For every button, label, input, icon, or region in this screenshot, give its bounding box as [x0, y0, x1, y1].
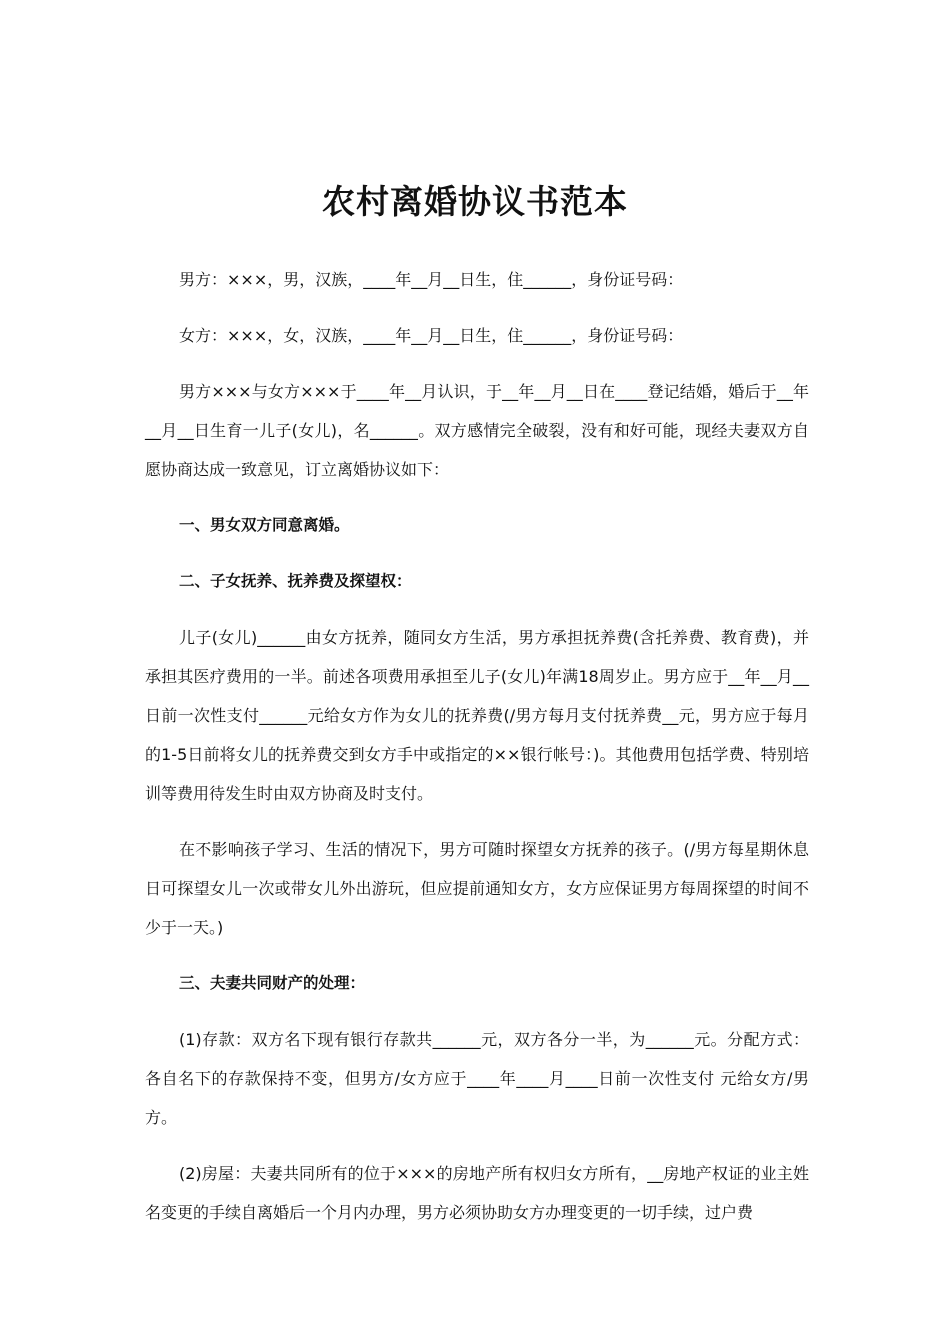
section-heading-joint-property: 三、夫妻共同财产的处理：: [179, 974, 366, 992]
paragraph-background: 男方×××与女方×××于____年__月认识，于__年__月__日在____登记结婚，婚后于__年__月__日生育一儿子(女儿)，名______。双方感情完全破裂，没有和好可能，现经夫妻双方自愿协商达成一致意见，订立离婚协议如下：: [145, 382, 809, 479]
paragraph-visitation: 在不影响孩子学习、生活的情况下，男方可随时探望女方抚养的孩子。(/男方每星期休息日可探望女儿一次或带女儿外出游玩，但应提前通知女方，女方应保证男方每周探望的时间不少于一天。): [145, 840, 809, 937]
paragraph-male-party: 男方：×××，男，汉族，____年__月__日生，住______，身份证号码：: [179, 270, 684, 289]
section-heading-agree-divorce: 一、男女双方同意离婚。: [179, 516, 350, 534]
section-heading-child-custody: 二、子女抚养、抚养费及探望权：: [179, 572, 412, 590]
document-title: 农村离婚协议书范本: [322, 182, 628, 221]
paragraph-child-support: 儿子(女儿)______由女方抚养，随同女方生活，男方承担抚养费(含托养费、教育费)，并承担其医疗费用的一半。前述各项费用承担至儿子(女儿)年满18周岁止。男方应于__年__月__日前一次性支付______元给女方作为女儿的抚养费(/男方每月支付抚养费__元，男方应于每月的1-5日前将女儿的抚养费交到女方手中或指定的××银行帐号：)。其他费用包括学费、特别培训等费用待发生时由双方协商及时支付。: [145, 628, 809, 803]
document-body: [145, 260, 809, 1249]
paragraph-deposits: (1)存款：双方名下现有银行存款共______元，双方各分一半，为______元。分配方式：各自名下的存款保持不变，但男方/女方应于____年____月____日前一次性支付 元给女方/男方。: [145, 1030, 809, 1127]
paragraph-house: (2)房屋：夫妻共同所有的位于×××的房地产所有权归女方所有，__房地产权证的业主姓名变更的手续自离婚后一个月内办理，男方必须协助女方办理变更的一切手续，过户费: [145, 1164, 809, 1222]
paragraph-female-party: 女方：×××，女，汉族，____年__月__日生，住______，身份证号码：: [179, 326, 684, 345]
